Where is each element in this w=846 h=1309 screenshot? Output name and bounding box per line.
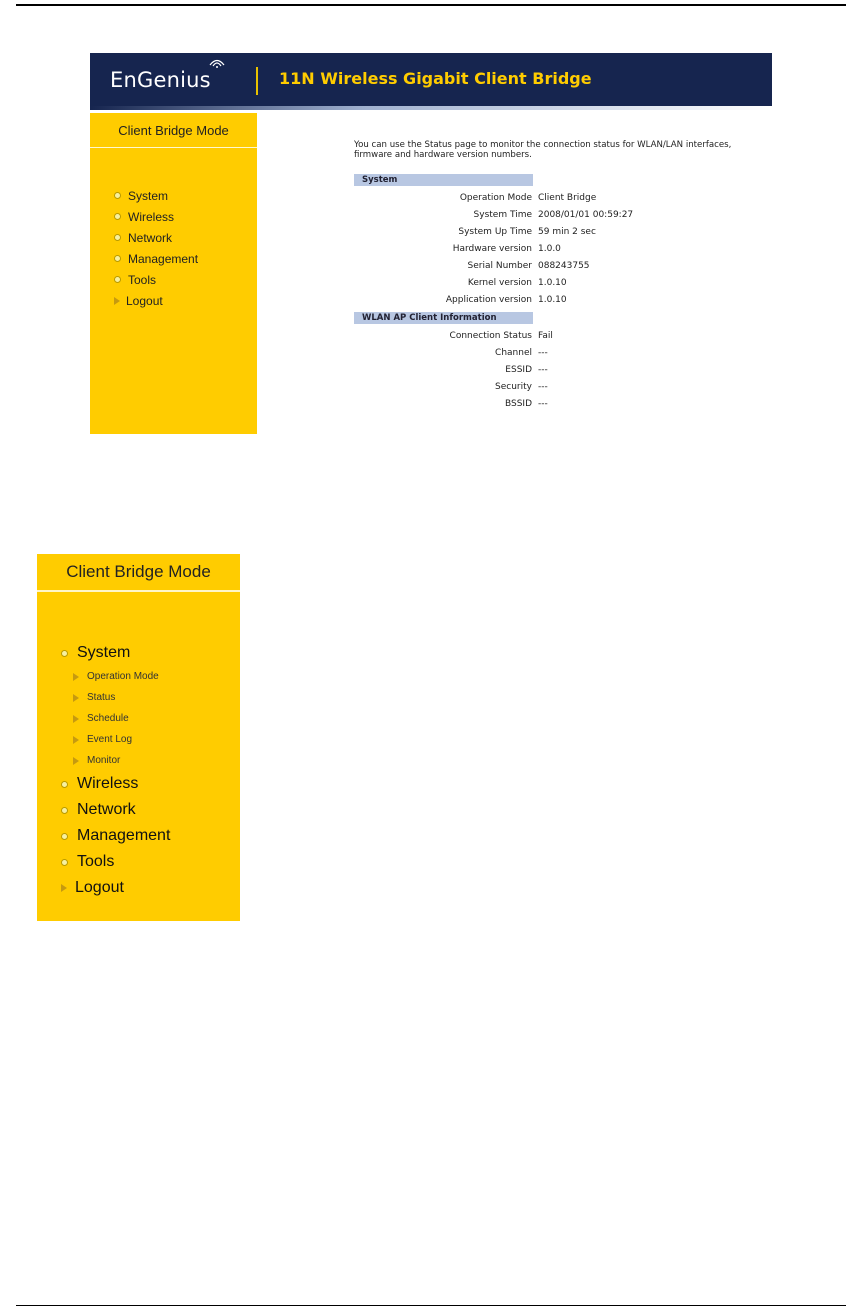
triangle-icon	[114, 297, 120, 305]
bullet-icon	[114, 255, 121, 262]
sidebar-item-label: Logout	[126, 293, 163, 308]
triangle-icon	[73, 736, 79, 744]
banner-divider	[256, 67, 258, 95]
bullet-icon	[114, 192, 121, 199]
submenu-item-schedule[interactable]	[61, 708, 170, 729]
menu-item-label: Network	[77, 801, 136, 818]
triangle-icon	[73, 715, 79, 723]
submenu-item-status[interactable]	[61, 687, 170, 708]
status-key: Operation Mode	[459, 192, 532, 203]
status-key: Application version	[445, 294, 532, 305]
menu-item-system[interactable]	[61, 640, 170, 666]
sidebar-item-label: System	[128, 188, 169, 203]
triangle-icon	[73, 673, 79, 681]
status-value: Fail	[538, 330, 553, 341]
sidebar-item-system[interactable]	[114, 185, 198, 206]
status-key: Channel	[495, 347, 532, 358]
triangle-icon	[61, 884, 67, 892]
submenu-item-label: Event Log	[87, 734, 133, 745]
status-row	[354, 257, 772, 274]
bullet-icon	[61, 781, 68, 788]
status-row	[354, 327, 772, 344]
bullet-icon	[61, 807, 68, 814]
menu-item-label: Logout	[75, 879, 124, 896]
status-content	[354, 140, 772, 412]
sidebar-item-tools[interactable]	[114, 269, 198, 290]
status-key: Connection Status	[449, 330, 532, 341]
status-row	[354, 274, 772, 291]
bullet-icon	[61, 859, 68, 866]
submenu-item-event-log[interactable]	[61, 729, 170, 750]
header-banner	[90, 53, 772, 110]
section-header-system: System	[354, 174, 533, 186]
bullet-icon	[61, 650, 68, 657]
status-value: Client Bridge	[538, 192, 597, 203]
status-row	[354, 223, 772, 240]
status-value: 1.0.0	[538, 243, 561, 254]
menu-item-tools[interactable]	[61, 849, 170, 875]
submenu-item-operation-mode[interactable]	[61, 666, 170, 687]
submenu-item-label: Schedule	[87, 713, 129, 724]
sidebar-item-wireless[interactable]	[114, 206, 198, 227]
sidebar-item-label: Network	[128, 230, 173, 245]
triangle-icon	[73, 757, 79, 765]
sidebar-mode-title: Client Bridge Mode	[90, 113, 257, 148]
status-row	[354, 361, 772, 378]
sidebar-item-network[interactable]	[114, 227, 198, 248]
menu-item-network[interactable]	[61, 797, 170, 823]
status-key: BSSID	[504, 398, 532, 409]
triangle-icon	[73, 694, 79, 702]
status-value: 088243755	[538, 260, 590, 271]
menu-item-label: Management	[77, 827, 171, 844]
status-row	[354, 240, 772, 257]
sidebar-item-management[interactable]	[114, 248, 198, 269]
menu-item-label: Wireless	[77, 775, 139, 792]
status-row	[354, 189, 772, 206]
status-key: ESSID	[505, 364, 532, 375]
brand-name: EnGenius	[110, 68, 211, 92]
submenu-item-label: Monitor	[87, 755, 121, 766]
status-value: 1.0.10	[538, 277, 567, 288]
menu-item-label: System	[77, 644, 131, 661]
bullet-icon	[114, 276, 121, 283]
status-key: Security	[495, 381, 532, 392]
engenius-logo	[90, 53, 257, 110]
sidebar-item-label: Management	[128, 251, 199, 266]
page-top-rule	[16, 4, 846, 6]
status-value: ---	[538, 381, 548, 392]
sidebar-menu	[114, 185, 198, 311]
status-row	[354, 395, 772, 412]
menu-item-label: Tools	[77, 853, 115, 870]
status-key: Hardware version	[452, 243, 532, 254]
menu-item-logout[interactable]	[61, 875, 170, 901]
status-value: ---	[538, 347, 548, 358]
status-value: 2008/01/01 00:59:27	[538, 209, 634, 220]
status-row	[354, 291, 772, 308]
status-value: ---	[538, 364, 548, 375]
status-key: Kernel version	[467, 277, 532, 288]
status-value: 1.0.10	[538, 294, 567, 305]
menu-item-management[interactable]	[61, 823, 170, 849]
submenu-item-label: Status	[87, 692, 116, 703]
bullet-icon	[61, 833, 68, 840]
section-header-wlan: WLAN AP Client Information	[354, 312, 533, 324]
status-row	[354, 344, 772, 361]
sidebar-item-label: Wireless	[128, 209, 175, 224]
status-page-screenshot	[90, 53, 772, 434]
menu-mode-title: Client Bridge Mode	[37, 554, 240, 592]
expanded-menu-screenshot	[37, 554, 240, 921]
sidebar-item-logout[interactable]	[114, 290, 198, 311]
menu-item-wireless[interactable]	[61, 771, 170, 797]
bullet-icon	[114, 234, 121, 241]
submenu-item-monitor[interactable]	[61, 750, 170, 771]
product-title: 11N Wireless Gigabit Client Bridge	[279, 69, 592, 88]
sidebar-item-label: Tools	[128, 272, 157, 287]
submenu-item-label: Operation Mode	[87, 671, 159, 682]
status-row	[354, 378, 772, 395]
bullet-icon	[114, 213, 121, 220]
sidebar	[90, 113, 257, 434]
banner-gradient-stripe	[90, 106, 772, 110]
status-row	[354, 206, 772, 223]
expanded-menu	[61, 640, 170, 901]
page-bottom-rule	[16, 1305, 846, 1306]
status-key: System Time	[473, 209, 532, 220]
status-key: Serial Number	[467, 260, 532, 271]
status-value: ---	[538, 398, 548, 409]
status-value: 59 min 2 sec	[538, 226, 596, 237]
status-key: System Up Time	[458, 226, 532, 237]
wifi-wave-icon	[208, 56, 226, 68]
status-intro-text: You can use the Status page to monitor the connection status for WLAN/LAN interfaces, firmware and hardware version numbers.	[354, 140, 732, 160]
